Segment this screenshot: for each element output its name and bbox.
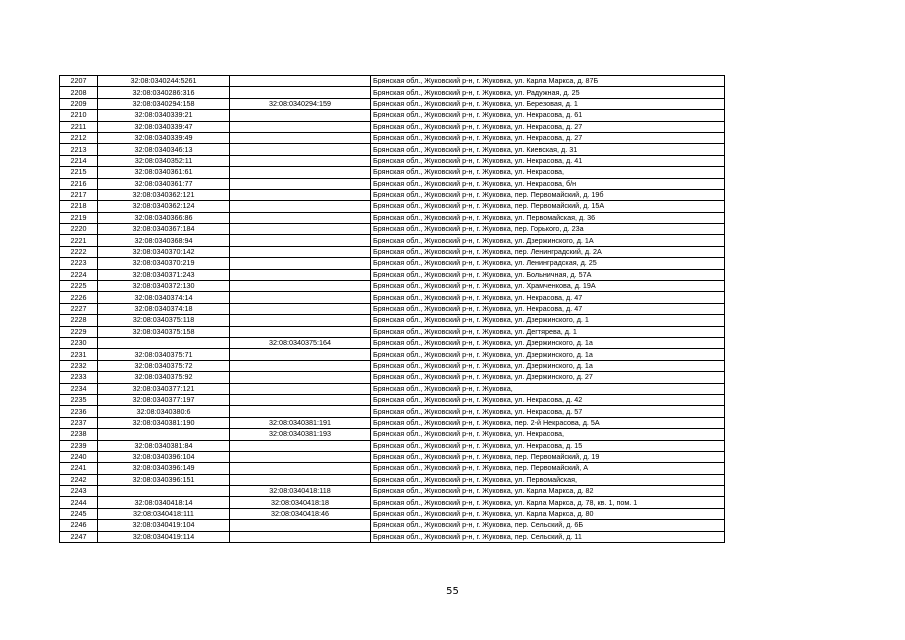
cadastral-number-cell: 32:08:0340370:142 xyxy=(98,246,230,257)
cadastral-number-cell: 32:08:0340368:94 xyxy=(98,235,230,246)
address-cell: Брянская обл., Жуковский р-н, г. Жуковка, пер. Горького, д. 23а xyxy=(371,224,725,235)
secondary-cadastral-number-cell xyxy=(230,531,371,542)
address-cell: Брянская обл., Жуковский р-н, г. Жуковка, ул. Некрасова, д. 42 xyxy=(371,394,725,405)
address-cell: Брянская обл., Жуковский р-н, г. Жуковка, пер. Ленинградский, д. 2А xyxy=(371,246,725,257)
table-row xyxy=(60,417,725,428)
row-number-cell: 2247 xyxy=(60,531,98,542)
row-number-cell: 2240 xyxy=(60,451,98,462)
cadastral-number-cell: 32:08:0340362:121 xyxy=(98,189,230,200)
row-number-cell: 2228 xyxy=(60,315,98,326)
address-cell: Брянская обл., Жуковский р-н, г. Жуковка, ул. Карла Маркса, д. 87Б xyxy=(371,76,725,87)
secondary-cadastral-number-cell: 32:08:0340381:193 xyxy=(230,429,371,440)
address-cell: Брянская обл., Жуковский р-н, г. Жуковка, пер. Сельский, д. 6Б xyxy=(371,520,725,531)
secondary-cadastral-number-cell xyxy=(230,121,371,132)
address-cell: Брянская обл., Жуковский р-н, г. Жуковка, ул. Дзержинского, д. 1 xyxy=(371,315,725,326)
table-row xyxy=(60,474,725,485)
secondary-cadastral-number-cell xyxy=(230,178,371,189)
secondary-cadastral-number-cell xyxy=(230,167,371,178)
cadastral-number-cell: 32:08:0340381:84 xyxy=(98,440,230,451)
row-number-cell: 2208 xyxy=(60,87,98,98)
cadastral-number-cell: 32:08:0340339:21 xyxy=(98,110,230,121)
secondary-cadastral-number-cell xyxy=(230,440,371,451)
secondary-cadastral-number-cell xyxy=(230,235,371,246)
secondary-cadastral-number-cell xyxy=(230,281,371,292)
row-number-cell: 2226 xyxy=(60,292,98,303)
secondary-cadastral-number-cell xyxy=(230,349,371,360)
address-cell: Брянская обл., Жуковский р-н, г. Жуковка, пер. Сельский, д. 11 xyxy=(371,531,725,542)
address-cell: Брянская обл., Жуковский р-н, г. Жуковка, пер. Первомайский, А xyxy=(371,463,725,474)
secondary-cadastral-number-cell: 32:08:0340381:191 xyxy=(230,417,371,428)
table-row xyxy=(60,372,725,383)
cadastral-number-cell: 32:08:0340375:71 xyxy=(98,349,230,360)
address-cell: Брянская обл., Жуковский р-н, г. Жуковка, ул. Некрасова, д. 15 xyxy=(371,440,725,451)
cadastral-number-cell: 32:08:0340396:149 xyxy=(98,463,230,474)
secondary-cadastral-number-cell xyxy=(230,258,371,269)
cadastral-number-cell xyxy=(98,337,230,348)
table-row xyxy=(60,121,725,132)
row-number-cell: 2235 xyxy=(60,394,98,405)
address-cell: Брянская обл., Жуковский р-н, г. Жуковка, ул. Дзержинского, д. 1а xyxy=(371,349,725,360)
secondary-cadastral-number-cell xyxy=(230,315,371,326)
secondary-cadastral-number-cell xyxy=(230,189,371,200)
table-row xyxy=(60,258,725,269)
row-number-cell: 2237 xyxy=(60,417,98,428)
row-number-cell: 2230 xyxy=(60,337,98,348)
table-row xyxy=(60,246,725,257)
row-number-cell: 2212 xyxy=(60,132,98,143)
address-cell: Брянская обл., Жуковский р-н, г. Жуковка, ул. Карла Маркса, д. 82 xyxy=(371,486,725,497)
cadastral-number-cell: 32:08:0340244:5261 xyxy=(98,76,230,87)
address-cell: Брянская обл., Жуковский р-н, г. Жуковка, ул. Некрасова, xyxy=(371,429,725,440)
cadastral-number-cell: 32:08:0340371:243 xyxy=(98,269,230,280)
cadastral-number-cell: 32:08:0340381:190 xyxy=(98,417,230,428)
address-cell: Брянская обл., Жуковский р-н, г. Жуковка, ул. Радужная, д. 25 xyxy=(371,87,725,98)
row-number-cell: 2227 xyxy=(60,303,98,314)
cadastral-number-cell: 32:08:0340377:121 xyxy=(98,383,230,394)
row-number-cell: 2220 xyxy=(60,224,98,235)
secondary-cadastral-number-cell xyxy=(230,292,371,303)
row-number-cell: 2239 xyxy=(60,440,98,451)
secondary-cadastral-number-cell xyxy=(230,394,371,405)
secondary-cadastral-number-cell xyxy=(230,463,371,474)
cadastral-number-cell: 32:08:0340352:11 xyxy=(98,155,230,166)
row-number-cell: 2224 xyxy=(60,269,98,280)
table-row xyxy=(60,383,725,394)
table-row xyxy=(60,440,725,451)
table-row xyxy=(60,315,725,326)
secondary-cadastral-number-cell xyxy=(230,110,371,121)
address-cell: Брянская обл., Жуковский р-н, г. Жуковка, ул. Дзержинского, д. 1а xyxy=(371,360,725,371)
address-cell: Брянская обл., Жуковский р-н, г. Жуковка, ул. Дзержинского, д. 27 xyxy=(371,372,725,383)
page-number: 55 xyxy=(446,586,459,597)
row-number-cell: 2214 xyxy=(60,155,98,166)
row-number-cell: 2216 xyxy=(60,178,98,189)
row-number-cell: 2223 xyxy=(60,258,98,269)
secondary-cadastral-number-cell xyxy=(230,224,371,235)
table-row xyxy=(60,326,725,337)
row-number-cell: 2207 xyxy=(60,76,98,87)
address-cell: Брянская обл., Жуковский р-н, г. Жуковка, ул. Больничная, д. 57А xyxy=(371,269,725,280)
table-row xyxy=(60,212,725,223)
table-row xyxy=(60,303,725,314)
cadastral-number-cell: 32:08:0340286:316 xyxy=(98,87,230,98)
cadastral-number-cell: 32:08:0340419:104 xyxy=(98,520,230,531)
secondary-cadastral-number-cell xyxy=(230,132,371,143)
row-number-cell: 2210 xyxy=(60,110,98,121)
secondary-cadastral-number-cell xyxy=(230,212,371,223)
row-number-cell: 2232 xyxy=(60,360,98,371)
address-cell: Брянская обл., Жуковский р-н, г. Жуковка, пер. Первомайский, д. 19б xyxy=(371,189,725,200)
secondary-cadastral-number-cell xyxy=(230,144,371,155)
cadastral-number-cell: 32:08:0340396:151 xyxy=(98,474,230,485)
table-row xyxy=(60,394,725,405)
table-row xyxy=(60,497,725,508)
row-number-cell: 2217 xyxy=(60,189,98,200)
secondary-cadastral-number-cell xyxy=(230,383,371,394)
cadastral-number-cell: 32:08:0340375:118 xyxy=(98,315,230,326)
address-cell: Брянская обл., Жуковский р-н, г. Жуковка, ул. Дегтярева, д. 1 xyxy=(371,326,725,337)
row-number-cell: 2229 xyxy=(60,326,98,337)
cadastral-number-cell: 32:08:0340375:158 xyxy=(98,326,230,337)
secondary-cadastral-number-cell xyxy=(230,326,371,337)
address-cell: Брянская обл., Жуковский р-н, г. Жуковка, ул. Храмченкова, д. 19А xyxy=(371,281,725,292)
address-cell: Брянская обл., Жуковский р-н, г. Жуковка, ул. Некрасова, xyxy=(371,167,725,178)
table-row xyxy=(60,98,725,109)
secondary-cadastral-number-cell xyxy=(230,360,371,371)
row-number-cell: 2234 xyxy=(60,383,98,394)
secondary-cadastral-number-cell xyxy=(230,520,371,531)
address-cell: Брянская обл., Жуковский р-н, г. Жуковка, ул. Некрасова, д. 27 xyxy=(371,121,725,132)
row-number-cell: 2245 xyxy=(60,508,98,519)
table-row xyxy=(60,281,725,292)
cadastral-number-cell: 32:08:0340294:158 xyxy=(98,98,230,109)
table-row xyxy=(60,463,725,474)
cadastral-number-cell: 32:08:0340380:6 xyxy=(98,406,230,417)
address-cell: Брянская обл., Жуковский р-н, г. Жуковка, ул. Некрасова, д. 47 xyxy=(371,303,725,314)
cadastral-number-cell: 32:08:0340361:61 xyxy=(98,167,230,178)
row-number-cell: 2246 xyxy=(60,520,98,531)
secondary-cadastral-number-cell: 32:08:0340418:46 xyxy=(230,508,371,519)
table-row xyxy=(60,406,725,417)
table-row xyxy=(60,486,725,497)
address-cell: Брянская обл., Жуковский р-н, г. Жуковка, ул. Карла Маркса, д. 78, кв. 1, пом. 1 xyxy=(371,497,725,508)
table-row xyxy=(60,178,725,189)
cadastral-number-cell: 32:08:0340339:49 xyxy=(98,132,230,143)
address-cell: Брянская обл., Жуковский р-н, г. Жуковка, ул. Некрасова, д. 57 xyxy=(371,406,725,417)
row-number-cell: 2222 xyxy=(60,246,98,257)
address-cell: Брянская обл., Жуковский р-н, г. Жуковка, ул. Дзержинского, д. 1а xyxy=(371,337,725,348)
cadastral-number-cell: 32:08:0340362:124 xyxy=(98,201,230,212)
cadastral-number-cell: 32:08:0340418:111 xyxy=(98,508,230,519)
address-cell: Брянская обл., Жуковский р-н, г. Жуковка, ул. Березовая, д. 1 xyxy=(371,98,725,109)
cadastral-number-cell: 32:08:0340396:104 xyxy=(98,451,230,462)
row-number-cell: 2219 xyxy=(60,212,98,223)
address-cell: Брянская обл., Жуковский р-н, г. Жуковка, пер. Первомайский, д. 19 xyxy=(371,451,725,462)
secondary-cadastral-number-cell xyxy=(230,201,371,212)
row-number-cell: 2243 xyxy=(60,486,98,497)
table-row xyxy=(60,235,725,246)
cadastral-number-cell: 32:08:0340375:72 xyxy=(98,360,230,371)
row-number-cell: 2244 xyxy=(60,497,98,508)
secondary-cadastral-number-cell xyxy=(230,372,371,383)
table-row xyxy=(60,269,725,280)
row-number-cell: 2211 xyxy=(60,121,98,132)
cadastral-number-cell: 32:08:0340375:92 xyxy=(98,372,230,383)
address-cell: Брянская обл., Жуковский р-н, г. Жуковка, ул. Первомайская, д. 36 xyxy=(371,212,725,223)
cadastral-number-cell: 32:08:0340346:13 xyxy=(98,144,230,155)
secondary-cadastral-number-cell: 32:08:0340375:164 xyxy=(230,337,371,348)
row-number-cell: 2233 xyxy=(60,372,98,383)
secondary-cadastral-number-cell: 32:08:0340294:159 xyxy=(230,98,371,109)
table-row xyxy=(60,189,725,200)
table-row xyxy=(60,360,725,371)
cadastral-number-cell: 32:08:0340377:197 xyxy=(98,394,230,405)
secondary-cadastral-number-cell xyxy=(230,76,371,87)
address-cell: Брянская обл., Жуковский р-н, г. Жуковка, ул. Некрасова, д. 61 xyxy=(371,110,725,121)
row-number-cell: 2213 xyxy=(60,144,98,155)
row-number-cell: 2236 xyxy=(60,406,98,417)
secondary-cadastral-number-cell xyxy=(230,451,371,462)
secondary-cadastral-number-cell xyxy=(230,269,371,280)
table-row xyxy=(60,292,725,303)
cadastral-number-cell: 32:08:0340374:18 xyxy=(98,303,230,314)
cadastral-number-cell xyxy=(98,486,230,497)
secondary-cadastral-number-cell: 32:08:0340418:18 xyxy=(230,497,371,508)
row-number-cell: 2238 xyxy=(60,429,98,440)
table-row xyxy=(60,167,725,178)
address-cell: Брянская обл., Жуковский р-н, г. Жуковка, ул. Карла Маркса, д. 80 xyxy=(371,508,725,519)
address-cell: Брянская обл., Жуковский р-н, г. Жуковка, пер. 2-й Некрасова, д. 5А xyxy=(371,417,725,428)
row-number-cell: 2215 xyxy=(60,167,98,178)
table-row xyxy=(60,155,725,166)
cadastral-number-cell: 32:08:0340366:86 xyxy=(98,212,230,223)
cadastral-number-cell: 32:08:0340361:77 xyxy=(98,178,230,189)
row-number-cell: 2241 xyxy=(60,463,98,474)
address-cell: Брянская обл., Жуковский р-н, г. Жуковка, ул. Некрасова, д. 47 xyxy=(371,292,725,303)
address-cell: Брянская обл., Жуковский р-н, г. Жуковка, ул. Первомайская, xyxy=(371,474,725,485)
registry-table-body xyxy=(60,76,725,543)
table-row xyxy=(60,508,725,519)
row-number-cell: 2218 xyxy=(60,201,98,212)
table-row xyxy=(60,132,725,143)
table-row xyxy=(60,451,725,462)
cadastral-number-cell: 32:08:0340418:14 xyxy=(98,497,230,508)
secondary-cadastral-number-cell xyxy=(230,246,371,257)
secondary-cadastral-number-cell xyxy=(230,87,371,98)
secondary-cadastral-number-cell xyxy=(230,155,371,166)
table-row xyxy=(60,144,725,155)
address-cell: Брянская обл., Жуковский р-н, г. Жуковка, ул. Некрасова, д. 27 xyxy=(371,132,725,143)
address-cell: Брянская обл., Жуковский р-н, г. Жуковка, ул. Киевская, д. 31 xyxy=(371,144,725,155)
table-row xyxy=(60,76,725,87)
cadastral-number-cell: 32:08:0340339:47 xyxy=(98,121,230,132)
address-cell: Брянская обл., Жуковский р-н, г. Жуковка, ул. Некрасова, д. 41 xyxy=(371,155,725,166)
table-row xyxy=(60,87,725,98)
secondary-cadastral-number-cell: 32:08:0340418:118 xyxy=(230,486,371,497)
address-cell: Брянская обл., Жуковский р-н, г. Жуковка, ул. Дзержинского, д. 1А xyxy=(371,235,725,246)
cadastral-number-cell: 32:08:0340372:130 xyxy=(98,281,230,292)
secondary-cadastral-number-cell xyxy=(230,303,371,314)
cadastral-number-cell: 32:08:0340367:184 xyxy=(98,224,230,235)
secondary-cadastral-number-cell xyxy=(230,474,371,485)
table-row xyxy=(60,349,725,360)
table-row xyxy=(60,201,725,212)
table-row xyxy=(60,337,725,348)
table-row xyxy=(60,224,725,235)
row-number-cell: 2225 xyxy=(60,281,98,292)
address-cell: Брянская обл., Жуковский р-н, г. Жуковка, пер. Первомайский, д. 15А xyxy=(371,201,725,212)
row-number-cell: 2221 xyxy=(60,235,98,246)
cadastral-number-cell: 32:08:0340374:14 xyxy=(98,292,230,303)
row-number-cell: 2209 xyxy=(60,98,98,109)
secondary-cadastral-number-cell xyxy=(230,406,371,417)
table-row xyxy=(60,531,725,542)
row-number-cell: 2242 xyxy=(60,474,98,485)
address-cell: Брянская обл., Жуковский р-н, г. Жуковка, ул. Некрасова, б/н xyxy=(371,178,725,189)
table-row xyxy=(60,429,725,440)
cadastral-number-cell: 32:08:0340419:114 xyxy=(98,531,230,542)
row-number-cell: 2231 xyxy=(60,349,98,360)
cadastral-number-cell xyxy=(98,429,230,440)
table-row xyxy=(60,110,725,121)
address-cell: Брянская обл., Жуковский р-н, г. Жуковка, ул. Ленинградская, д. 25 xyxy=(371,258,725,269)
table-row xyxy=(60,520,725,531)
registry-table xyxy=(59,75,725,543)
address-cell: Брянская обл., Жуковский р-н, г. Жуковка, xyxy=(371,383,725,394)
cadastral-number-cell: 32:08:0340370:219 xyxy=(98,258,230,269)
